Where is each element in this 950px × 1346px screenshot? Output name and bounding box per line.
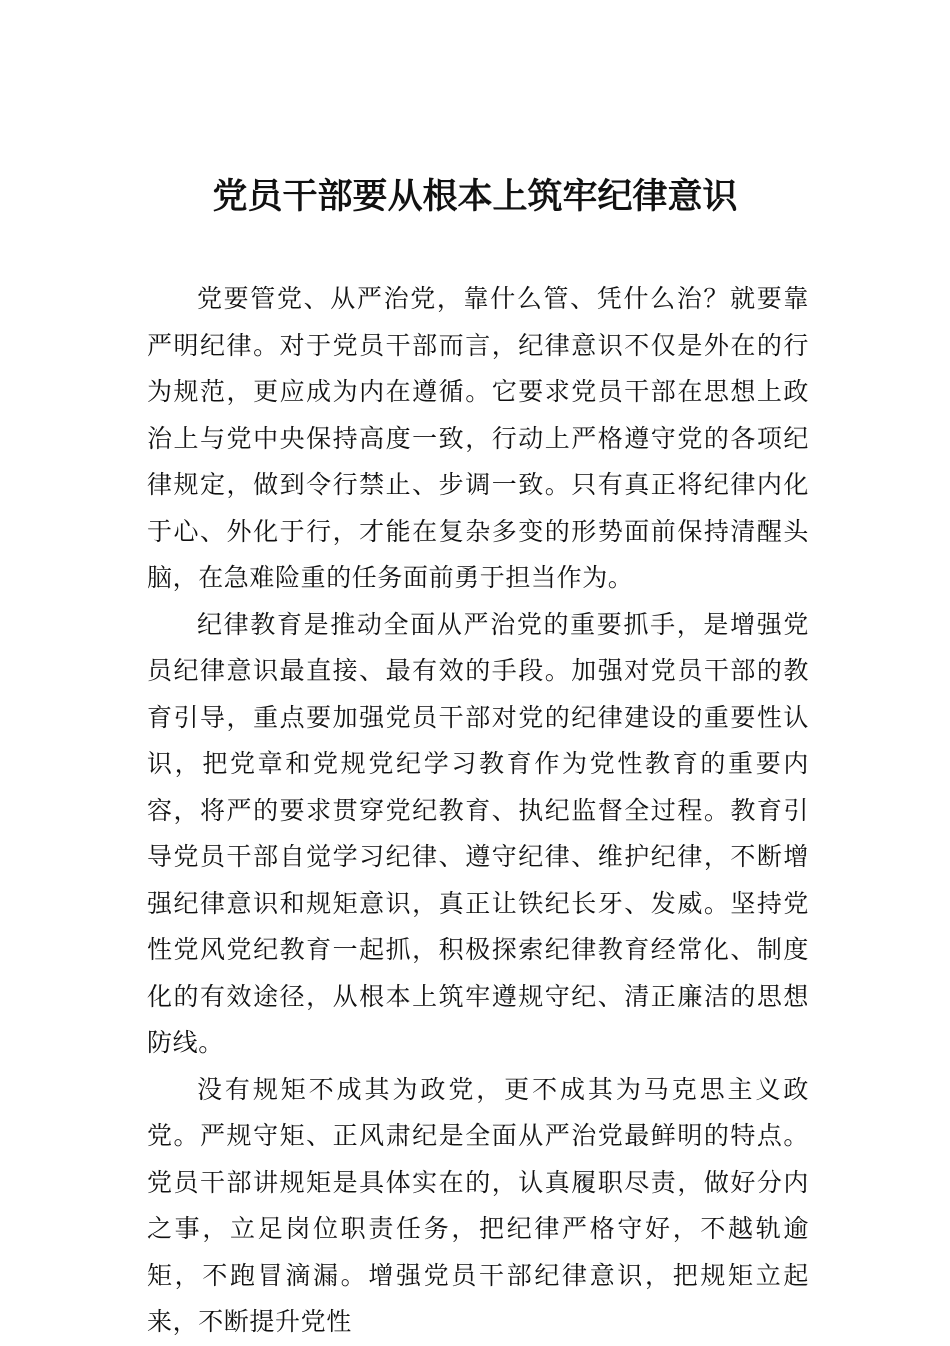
paragraph-3: 没有规矩不成其为政党，更不成其为马克思主义政党。严规守矩、正风肃纪是全面从严治党最鲜明的特点。党员干部讲规矩是具体实在的，认真履职尽责，做好分内之事，立足岗位职责任务，把纪律严格守好，不越轨逾矩，不跑冒滴漏。增强党员干部纪律意识，把规矩立起来，不断提升党性 [147, 1074, 809, 1336]
paragraph-2: 纪律教育是推动全面从严治党的重要抓手，是增强党员纪律意识最直接、最有效的手段。加强对党员干部的教育引导，重点要加强党员干部对党的纪律建设的重要性认识，把党章和党规党纪学习教育作为党性教育的重要内容，将严的要求贯穿党纪教育、执纪监督全过程。教育引导党员干部自觉学习纪律、遵守纪律、维护纪律，不断增强纪律意识和规矩意识，真正让铁纪长牙、发威。坚持党性党风党纪教育一起抓，积极探索纪律教育经常化、制度化的有效途径，从根本上筑牢遵规守纪、清正廉洁的思想防线。 [147, 609, 809, 1057]
document-body [147, 276, 809, 1346]
paragraph-1: 党要管党、从严治党，靠什么管、凭什么治？就要靠严明纪律。对于党员干部而言，纪律意识不仅是外在的行为规范，更应成为内在遵循。它要求党员干部在思想上政治上与党中央保持高度一致，行动上严格遵守党的各项纪律规定，做到令行禁止、步调一致。只有真正将纪律内化于心、外化于行，才能在复杂多变的形势面前保持清醒头脑，在急难险重的任务面前勇于担当作为。 [147, 284, 809, 592]
document-title: 党员干部要从根本上筑牢纪律意识 [212, 176, 738, 217]
